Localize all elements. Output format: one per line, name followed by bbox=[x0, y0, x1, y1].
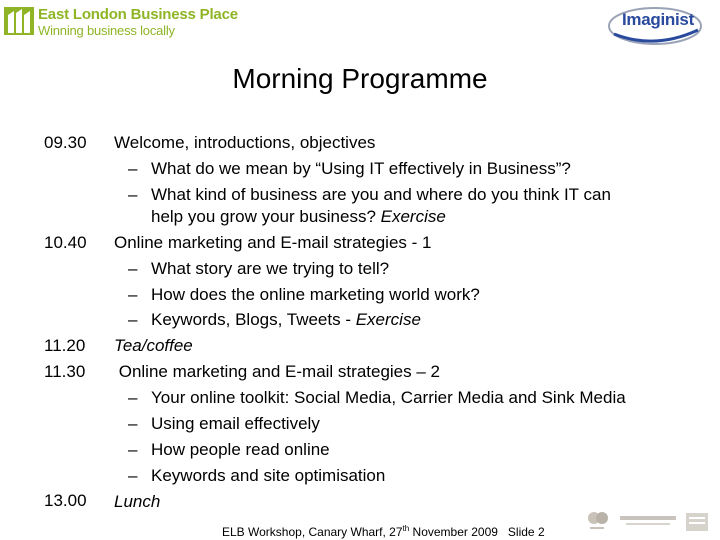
exercise-label: Exercise bbox=[380, 207, 446, 226]
time-1040: 10.40 bbox=[44, 233, 87, 252]
subitem-text: How people read online bbox=[151, 440, 330, 459]
agenda-item-online-marketing-2: Online marketing and E-mail strategies – 2 bbox=[114, 362, 440, 381]
subitem-text: Keywords, Blogs, Tweets - bbox=[151, 310, 356, 329]
footer-text-end: November 2009 Slide 2 bbox=[409, 525, 545, 539]
slide-title: Morning Programme bbox=[232, 63, 488, 94]
dash: – bbox=[128, 259, 138, 278]
subitem-text: What kind of business are you and where do you think IT can bbox=[151, 185, 611, 204]
subitem-text: What do we mean by “Using IT effectively in Business”? bbox=[151, 159, 571, 178]
time-0930: 09.30 bbox=[44, 133, 87, 152]
imaginist-logo-text: Imaginist bbox=[622, 10, 694, 29]
dash: – bbox=[128, 285, 138, 304]
slide-footer bbox=[222, 524, 545, 539]
agenda-subitem bbox=[128, 307, 421, 333]
dash: – bbox=[128, 310, 138, 329]
agenda-item-tea-coffee: Tea/coffee bbox=[114, 336, 193, 355]
agenda-subitem bbox=[128, 411, 320, 437]
subitem-text: Your online toolkit: Social Media, Carrier Media and Sink Media bbox=[151, 388, 626, 407]
subitem-text: How does the online marketing world work? bbox=[151, 285, 480, 304]
agenda-item-welcome: Welcome, introductions, objectives bbox=[114, 133, 376, 152]
agenda-subitem bbox=[128, 463, 385, 489]
footer-text: ELB Workshop, Canary Wharf, 27 bbox=[222, 525, 403, 539]
subitem-text: Keywords and site optimisation bbox=[151, 466, 386, 485]
dash: – bbox=[128, 440, 138, 459]
time-1120: 11.20 bbox=[44, 336, 86, 355]
agenda-item-online-marketing-1: Online marketing and E-mail strategies - 1 bbox=[114, 233, 432, 252]
elb-logo-name: East London Business Place bbox=[38, 6, 238, 23]
footer-superscript: th bbox=[402, 524, 410, 533]
dash: – bbox=[128, 388, 138, 407]
agenda-subitem bbox=[128, 156, 571, 182]
dash: – bbox=[128, 159, 138, 178]
partner-logos-icon bbox=[586, 510, 714, 536]
dash: – bbox=[128, 414, 138, 433]
dash: – bbox=[128, 185, 138, 204]
dash: – bbox=[128, 466, 138, 485]
time-1130: 11.30 bbox=[44, 362, 86, 381]
agenda-subitem-continuation bbox=[151, 204, 446, 230]
agenda-subitem bbox=[128, 385, 626, 411]
agenda-subitem bbox=[128, 437, 330, 463]
elb-logo-tagline: Winning business locally bbox=[38, 23, 175, 38]
agenda-subitem bbox=[128, 282, 480, 308]
agenda-subitem bbox=[128, 256, 389, 282]
exercise-label: Exercise bbox=[355, 310, 421, 329]
subitem-text: What story are we trying to tell? bbox=[151, 259, 390, 278]
time-1300: 13.00 bbox=[44, 491, 87, 510]
subitem-text: Using email effectively bbox=[151, 414, 320, 433]
elb-logo bbox=[0, 0, 238, 44]
subitem-text: help you grow your business? bbox=[151, 207, 381, 226]
agenda-item-lunch: Lunch bbox=[114, 492, 161, 511]
elb-mark-icon bbox=[2, 3, 36, 37]
